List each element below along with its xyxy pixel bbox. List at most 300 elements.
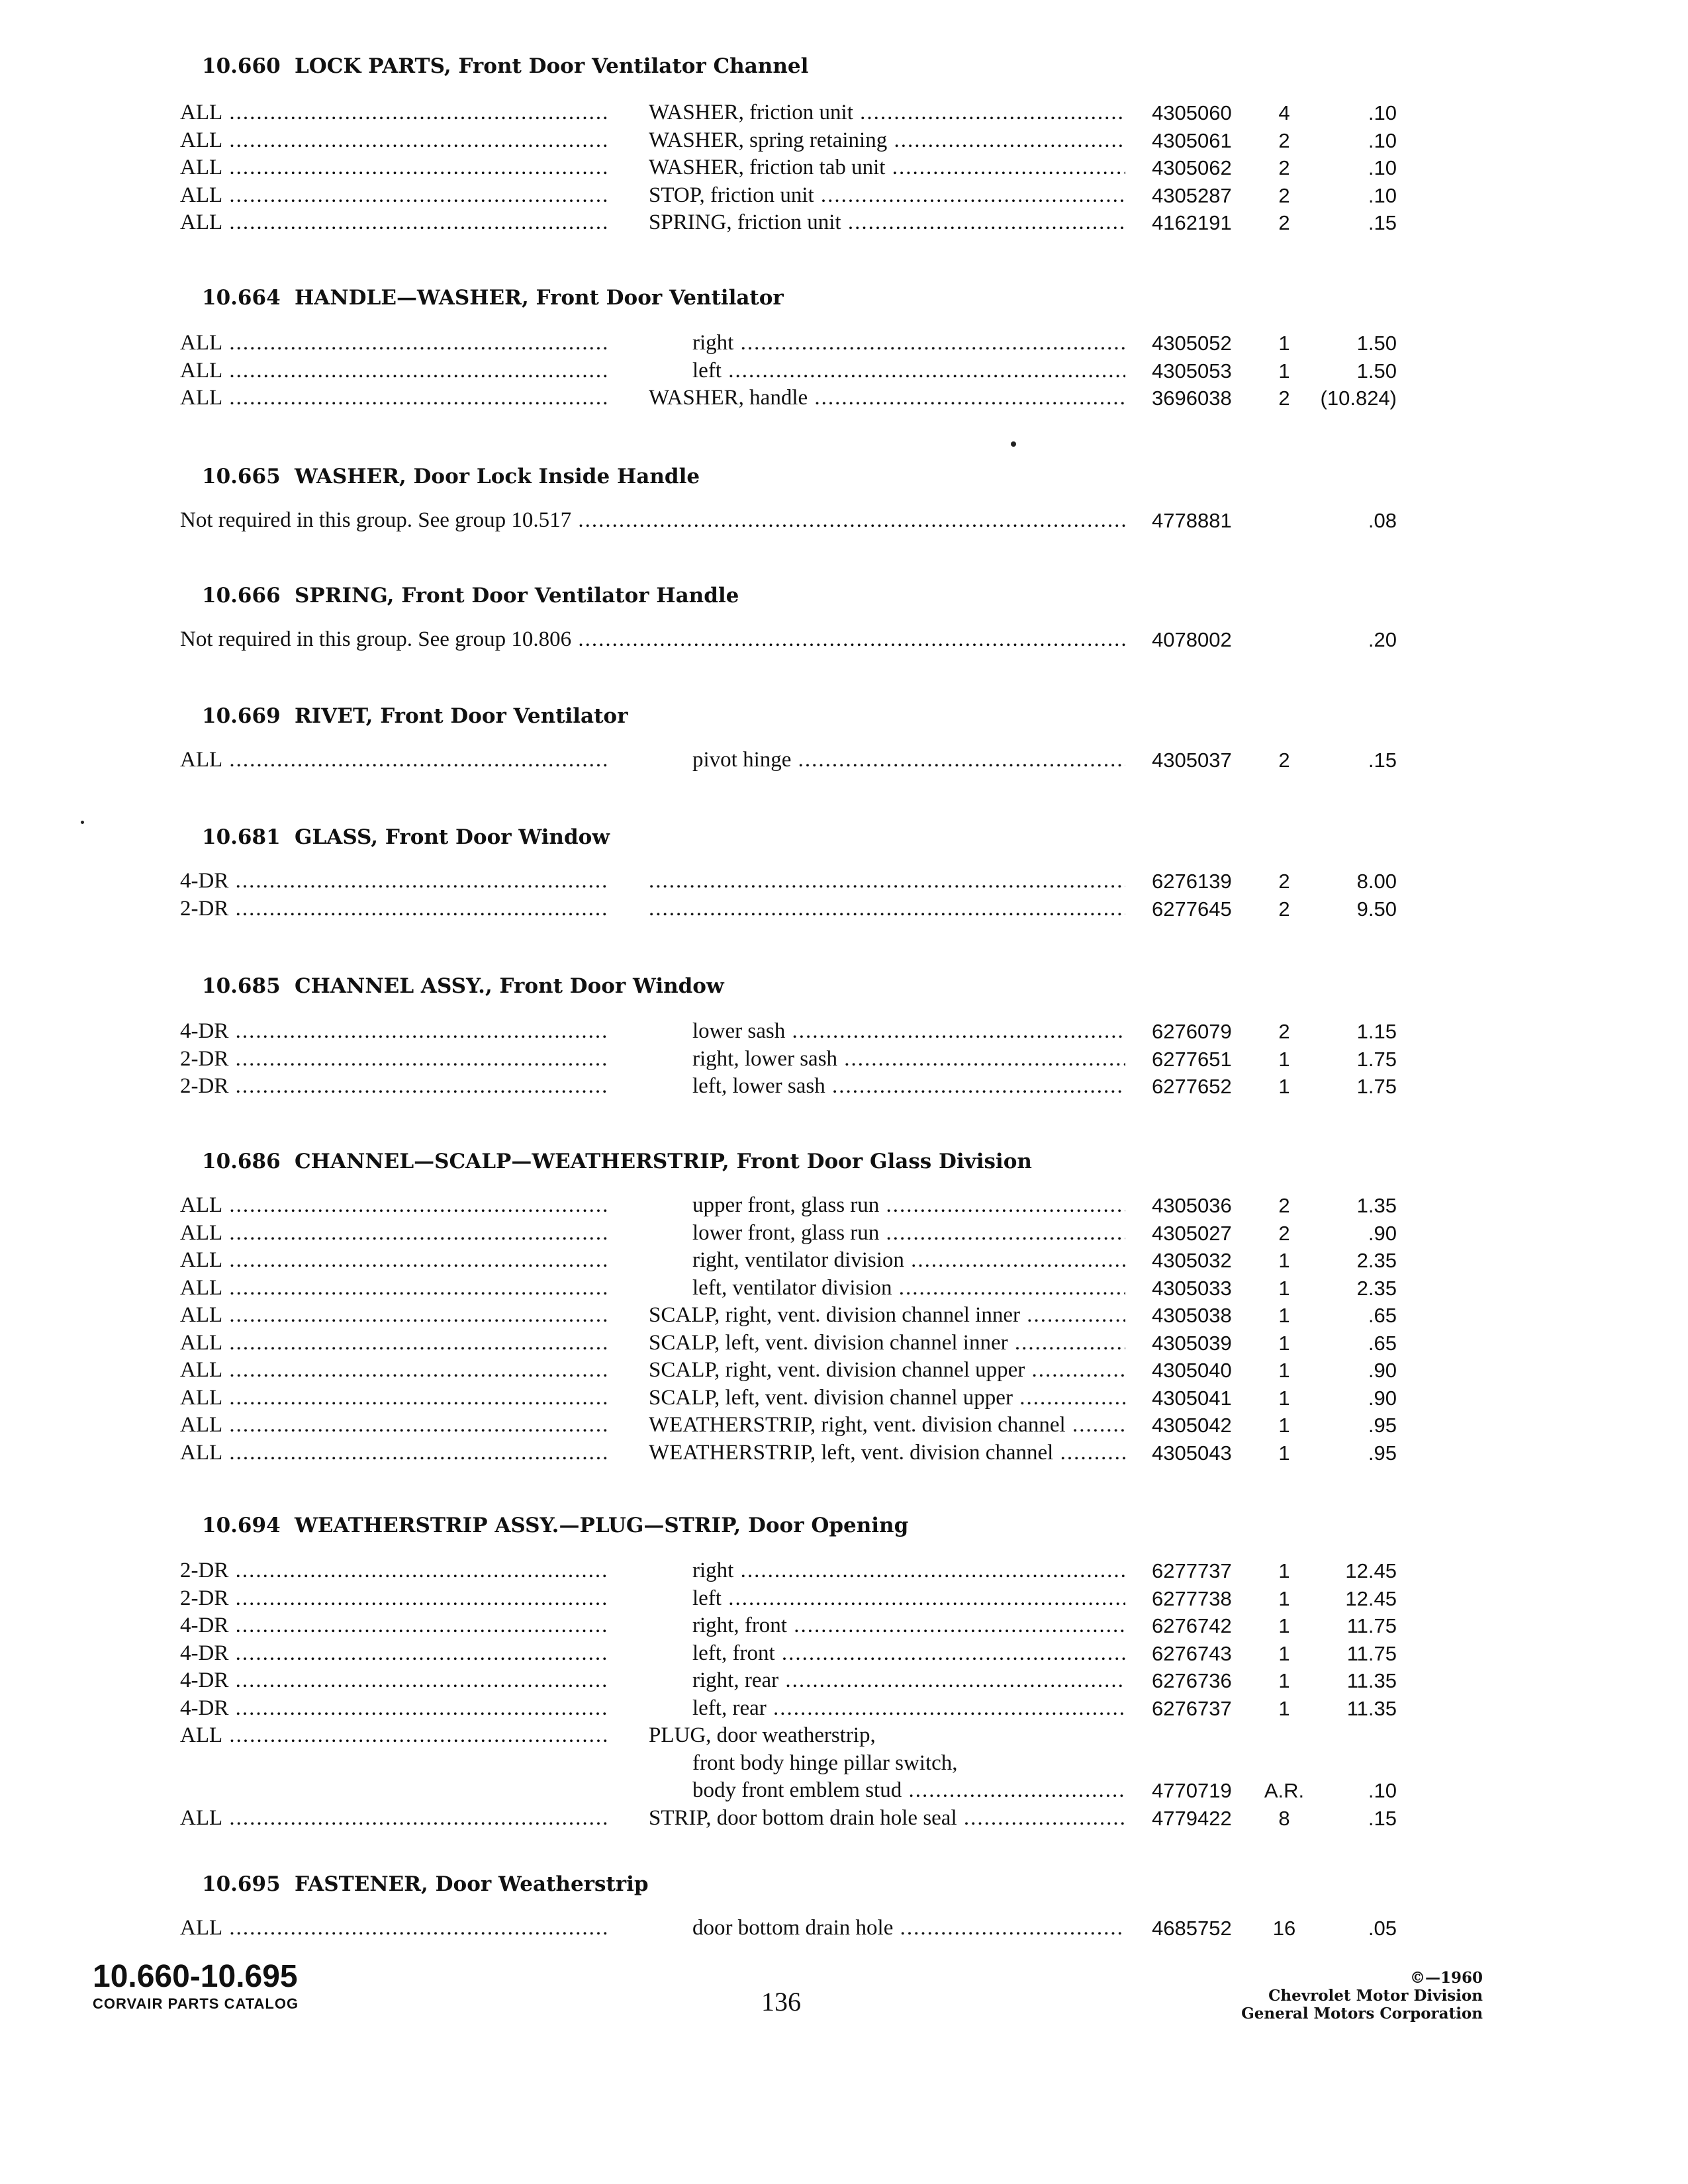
dot-leader [904,1248,1125,1272]
dot-leader [222,210,609,234]
catalog-name: CORVAIR PARTS CATALOG [93,1995,299,2012]
part-row [0,1777,1688,1805]
part-row [0,1330,1688,1357]
description-cell: door bottom drain hole ..... [692,1915,1125,1942]
dot-leader [228,1668,609,1692]
group-number: 10.681 [202,825,281,849]
model-cell: ALL ..... [180,1357,609,1385]
price: .08 [1368,509,1397,532]
dot-leader [837,1047,1125,1071]
group-title: HANDLE—WASHER, Front Door Ventilator [295,286,784,310]
quantity: 2 [1278,749,1290,772]
part-row [0,1750,1688,1778]
model-cell: ALL ..... [180,99,609,127]
model-cell: ALL ..... [180,747,609,774]
part-row [0,1695,1688,1723]
dot-leader [228,1696,609,1720]
part-number: 6277652 [1152,1075,1232,1098]
part-number: 4305040 [1152,1359,1232,1382]
dot-leader [879,1193,1125,1217]
dot-leader [787,1614,1125,1637]
price: 11.75 [1346,1614,1397,1637]
part-row [0,1585,1688,1613]
dot-leader [228,897,609,921]
part-row [0,868,1688,895]
part-row [0,1302,1688,1330]
section-heading [202,1511,908,1540]
group-number: 10.660 [202,54,281,78]
model-cell: 4-DR ..... [180,1640,609,1668]
model-cell: ALL ..... [180,1915,609,1942]
section-heading [202,823,610,852]
price: .05 [1368,1917,1397,1940]
description-cell: right, rear ..... [692,1667,1125,1695]
price: .15 [1368,211,1397,234]
section-heading [202,52,808,81]
quantity: 1 [1278,1075,1290,1098]
quantity: 2 [1278,1020,1290,1043]
quantity: 2 [1278,211,1290,234]
description-cell: pivot hinge ..... [692,747,1125,774]
part-number: 4778881 [1152,509,1232,532]
dot-leader [1053,1441,1125,1465]
description-cell: body front emblem stud ..... [692,1777,1125,1805]
description-cell: SCALP, right, vent. division channel upper ..... [649,1357,1125,1385]
dot-leader [228,1047,609,1071]
quantity: 1 [1278,1614,1290,1637]
model-cell: ALL ..... [180,1805,609,1833]
model-cell: 2-DR ..... [180,1557,609,1585]
part-row [0,154,1688,182]
parts-rows [0,1018,1688,1101]
description-cell: left ..... [692,357,1125,385]
dot-leader [885,156,1125,179]
description-cell: right, front ..... [692,1612,1125,1640]
part-number: 4305039 [1152,1331,1232,1355]
part-row [0,1192,1688,1220]
dot-leader [228,1614,609,1637]
group-title: GLASS, Front Door Window [295,825,610,849]
description-cell: lower sash ..... [692,1018,1125,1046]
model-cell: ALL ..... [180,209,609,237]
part-row [0,182,1688,210]
section-heading [202,1870,649,1899]
quantity: 2 [1278,156,1290,179]
model-cell: 4-DR ..... [180,1695,609,1723]
dot-leader [228,1559,609,1582]
description-cell: left, ventilator division ..... [692,1275,1125,1302]
dot-leader [808,386,1125,410]
dot-leader [228,1641,609,1665]
description-cell: WASHER, handle ..... [649,385,1125,412]
dot-leader [222,1806,609,1830]
part-row [0,1046,1688,1073]
parts-rows [0,747,1688,774]
dot-leader [222,748,609,772]
quantity: 1 [1278,1047,1290,1071]
dot-leader [1025,1358,1125,1382]
group-number: 10.669 [202,704,281,728]
part-row [0,507,1688,535]
dot-leader [879,1221,1125,1245]
part-number: 6276736 [1152,1669,1232,1692]
part-number: 6277651 [1152,1047,1232,1071]
parts-rows [0,868,1688,923]
dot-leader [222,1303,609,1327]
part-number: 4305036 [1152,1194,1232,1217]
part-number: 4305043 [1152,1441,1232,1465]
group-title: CHANNEL ASSY., Front Door Window [295,974,724,998]
model-cell: ALL ..... [180,1275,609,1302]
part-row [0,99,1688,127]
model-cell: ALL ..... [180,1412,609,1439]
dot-leader [902,1778,1125,1802]
dot-leader [841,210,1125,234]
price: 2.35 [1356,1276,1397,1300]
group-title: LOCK PARTS, Front Door Ventilator Channel [295,54,809,78]
description-cell: SCALP, left, vent. division channel upper ..... [649,1385,1125,1412]
division-name: Chevrolet Motor Division [1268,1987,1483,2005]
model-cell: ALL ..... [180,182,609,210]
dot-leader [222,128,609,152]
price: .65 [1368,1331,1397,1355]
description-cell: WEATHERSTRIP, left, vent. division channel ..... [649,1439,1125,1467]
price: .90 [1368,1221,1397,1245]
corporation-name: General Motors Corporation [1241,2005,1483,2023]
part-row [0,385,1688,412]
quantity: 1 [1278,1414,1290,1437]
quantity: 2 [1278,1194,1290,1217]
part-row [0,1439,1688,1467]
dot-leader [733,1559,1125,1582]
section-heading [202,972,724,1001]
part-number: 4305042 [1152,1414,1232,1437]
group-title: SPRING, Front Door Ventilator Handle [295,584,739,608]
dot-leader [733,331,1125,355]
section-heading [202,1147,1032,1176]
part-number: 4078002 [1152,628,1232,651]
price: 1.75 [1356,1075,1397,1098]
dot-leader [222,1413,609,1437]
part-row [0,1412,1688,1439]
dot-leader [222,156,609,179]
part-number: 6277645 [1152,897,1232,921]
dot-leader [791,748,1125,772]
price: 1.15 [1356,1020,1397,1043]
group-title: RIVET, Front Door Ventilator [295,704,628,728]
dot-leader [222,1441,609,1465]
quantity: 4 [1278,101,1290,124]
part-number: 4685752 [1152,1917,1232,1940]
dot-leader [228,1019,609,1043]
part-row [0,1612,1688,1640]
part-number: 4305038 [1152,1304,1232,1327]
dot-leader [814,183,1125,207]
model-cell: ALL ..... [180,385,609,412]
price: 11.35 [1346,1696,1397,1720]
part-number: 6276139 [1152,870,1232,893]
description-cell: WEATHERSTRIP, right, vent. division channel ..... [649,1412,1125,1439]
price: 12.45 [1345,1559,1397,1582]
price: (10.824) [1320,387,1397,410]
quantity: 1 [1278,1669,1290,1692]
part-number: 4770719 [1152,1779,1232,1802]
parts-rows [0,330,1688,412]
quantity: 1 [1278,1331,1290,1355]
description-cell: front body hinge pillar switch, [692,1751,958,1775]
footer-left [93,1959,299,2013]
scan-speck [1011,441,1016,447]
quantity: 1 [1278,1441,1290,1465]
description-cell: left, lower sash ..... [692,1073,1125,1101]
part-number: 4305287 [1152,183,1232,207]
dot-leader [222,1723,609,1747]
dot-leader [222,1916,609,1940]
model-cell: ALL ..... [180,1247,609,1275]
group-title: FASTENER, Door Weatherstrip [295,1872,649,1896]
quantity: 1 [1278,332,1290,355]
dot-leader [1008,1331,1125,1355]
part-number: 6276737 [1152,1696,1232,1720]
dot-leader [222,1193,609,1217]
dot-leader [228,1586,609,1610]
part-number: 4305041 [1152,1386,1232,1410]
part-row [0,127,1688,155]
model-cell: ALL ..... [180,1439,609,1467]
dot-leader [1066,1413,1125,1437]
quantity: 1 [1278,1249,1290,1272]
dot-leader [222,359,609,383]
part-number: 4305033 [1152,1276,1232,1300]
parts-rows [0,626,1688,654]
group-title: WASHER, Door Lock Inside Handle [295,465,700,488]
part-row [0,1667,1688,1695]
quantity: 1 [1278,1359,1290,1382]
part-number: 6277737 [1152,1559,1232,1582]
dot-leader [853,101,1125,124]
section-heading [202,581,739,610]
quantity: 1 [1278,1641,1290,1665]
price: 12.45 [1345,1586,1397,1610]
dot-leader [778,1668,1125,1692]
quantity: 16 [1272,1917,1296,1940]
price: 2.35 [1356,1249,1397,1272]
dot-leader [222,1276,609,1300]
model-cell: ALL ..... [180,330,609,357]
part-row [0,1805,1688,1833]
model-cell: ALL ..... [180,1302,609,1330]
part-number: 4305032 [1152,1249,1232,1272]
quantity: 1 [1278,1559,1290,1582]
quantity: 1 [1278,359,1290,383]
dot-leader [649,897,1125,921]
dot-leader [825,1074,1125,1098]
dot-leader [222,1386,609,1410]
parts-rows [0,1557,1688,1832]
quantity: 1 [1278,1276,1290,1300]
part-number: 4305061 [1152,128,1232,152]
part-number: 4305060 [1152,101,1232,124]
quantity: 2 [1278,128,1290,152]
group-number: 10.694 [202,1514,281,1537]
model-cell: ALL ..... [180,1330,609,1357]
part-row [0,1385,1688,1412]
price: .10 [1368,101,1397,124]
dot-leader [222,1248,609,1272]
dot-leader [222,1221,609,1245]
dot-leader [222,183,609,207]
part-number: 4305062 [1152,156,1232,179]
model-cell: ALL ..... [180,1192,609,1220]
model-cell: 4-DR ..... [180,1612,609,1640]
model-cell: ALL ..... [180,154,609,182]
model-cell: 2-DR ..... [180,1046,609,1073]
dot-leader [722,1586,1125,1610]
dot-leader [722,359,1125,383]
scan-speck [81,821,84,824]
model-cell: ALL ..... [180,357,609,385]
part-row [0,895,1688,923]
copyright-year: ©—1960 [1409,1969,1483,1987]
section-heading [202,462,700,491]
description-cell: STRIP, door bottom drain hole seal ..... [649,1805,1125,1833]
part-number: 3696038 [1152,387,1232,410]
quantity: A.R. [1264,1779,1305,1802]
price: .15 [1368,749,1397,772]
section-heading [202,283,784,312]
dot-leader [887,128,1125,152]
price: .10 [1368,1779,1397,1802]
price: .95 [1368,1414,1397,1437]
part-number: 6276743 [1152,1641,1232,1665]
price: 1.50 [1356,332,1397,355]
description-cell: SPRING, friction unit ..... [649,209,1125,237]
group-number: 10.665 [202,465,281,488]
price: .95 [1368,1441,1397,1465]
price: 1.50 [1356,359,1397,383]
price: 9.50 [1356,897,1397,921]
model-cell: ALL ..... [180,1722,609,1750]
dot-leader [222,101,609,124]
description-cell: left, rear ..... [692,1695,1125,1723]
part-row [0,1640,1688,1668]
description-cell: upper front, glass run ..... [692,1192,1125,1220]
price: 11.35 [1346,1669,1397,1692]
description-cell: SCALP, right, vent. division channel inner ..... [649,1302,1125,1330]
dot-leader [222,1331,609,1355]
model-cell: 2-DR ..... [180,1585,609,1613]
page-number: 136 [761,1987,801,2017]
model-cell: ALL ..... [180,1220,609,1248]
part-row [0,1557,1688,1585]
part-number: 4305053 [1152,359,1232,383]
description-cell: STOP, friction unit ..... [649,182,1125,210]
part-number: 4305052 [1152,332,1232,355]
description-cell: left, front ..... [692,1640,1125,1668]
quantity: 8 [1278,1806,1290,1830]
group-number: 10.685 [202,974,281,998]
model-cell: 4-DR ..... [180,1018,609,1046]
part-number: 4305027 [1152,1221,1232,1245]
quantity: 1 [1278,1304,1290,1327]
part-row [0,1073,1688,1101]
price: .10 [1368,156,1397,179]
description-cell: SCALP, left, vent. division channel inner ..... [649,1330,1125,1357]
quantity: 2 [1278,897,1290,921]
description-cell: WASHER, friction tab unit ..... [649,154,1125,182]
description-cell [649,895,1125,923]
part-number: 6276742 [1152,1614,1232,1637]
description-cell: right ..... [692,1557,1125,1585]
price: .10 [1368,183,1397,207]
dot-leader [222,1358,609,1382]
model-cell: ALL ..... [180,127,609,155]
dot-leader [222,386,609,410]
description-cell: right, lower sash ..... [692,1046,1125,1073]
part-row [0,357,1688,385]
group-title: WEATHERSTRIP ASSY.—PLUG—STRIP, Door Opening [295,1514,909,1537]
part-row [0,1247,1688,1275]
part-row [0,1275,1688,1302]
part-row [0,1722,1688,1750]
part-number: 4305037 [1152,749,1232,772]
quantity: 2 [1278,1221,1290,1245]
price: .65 [1368,1304,1397,1327]
part-row [0,626,1688,654]
group-number: 10.686 [202,1150,281,1173]
parts-rows [0,507,1688,535]
part-number: 6277738 [1152,1586,1232,1610]
description-cell: WASHER, friction unit ..... [649,99,1125,127]
price: .90 [1368,1359,1397,1382]
description-cell: left ..... [692,1585,1125,1613]
description-cell: WASHER, spring retaining ..... [649,127,1125,155]
quantity: 1 [1278,1696,1290,1720]
dot-leader [1013,1386,1125,1410]
dot-leader [228,869,609,893]
group-title: CHANNEL—SCALP—WEATHERSTRIP, Front Door Glass Division [295,1150,1032,1173]
description-cell: PLUG, door weatherstrip, [649,1723,876,1747]
dot-leader [222,331,609,355]
model-cell: 4-DR ..... [180,868,609,895]
price: 11.75 [1346,1641,1397,1665]
description-cell: right, ventilator division ..... [692,1247,1125,1275]
quantity: 2 [1278,183,1290,207]
price: 1.75 [1356,1047,1397,1071]
note-text: Not required in this group. See group 10.517 ..... [180,507,1125,535]
part-row [0,1357,1688,1385]
dot-leader [649,869,1125,893]
model-cell: 2-DR ..... [180,895,609,923]
price: .15 [1368,1806,1397,1830]
dot-leader [775,1641,1125,1665]
note-text: Not required in this group. See group 10.806 ..... [180,626,1125,654]
group-range: 10.660-10.695 [93,1959,298,1994]
description-cell [649,868,1125,895]
description-cell: lower front, glass run ..... [692,1220,1125,1248]
dot-leader [892,1276,1125,1300]
part-number: 4162191 [1152,211,1232,234]
quantity: 1 [1278,1386,1290,1410]
dot-leader [957,1806,1125,1830]
dot-leader [228,1074,609,1098]
description-cell: right ..... [692,330,1125,357]
group-number: 10.666 [202,584,281,608]
dot-leader [767,1696,1125,1720]
parts-rows [0,1192,1688,1467]
part-row [0,1220,1688,1248]
part-row [0,330,1688,357]
